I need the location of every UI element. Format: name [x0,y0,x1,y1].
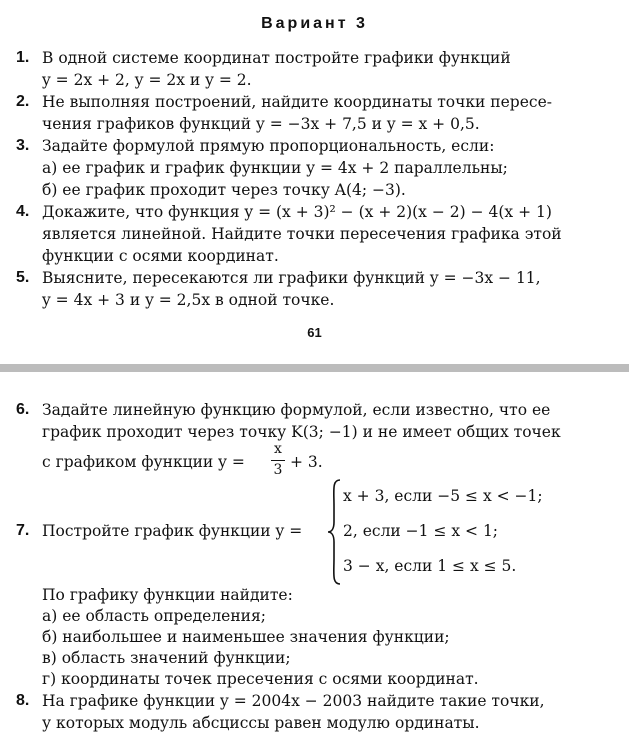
problem-1-line-1: В одной системе координат постройте графики функций [42,49,511,67]
fraction-numerator: x [274,441,282,457]
problem-2-line-2: чения графиков функций y = −3x + 7,5 и y = x + 0,5. [42,115,480,133]
fraction-bar [271,460,285,461]
problem-6-line-3: с графиком функции y = [42,453,245,471]
problem-3-line-2: а) ее график и график функции y = 4x + 2 параллельны; [42,159,508,177]
fraction-denominator: 3 [273,462,283,478]
page-number: 61 [307,325,322,340]
problem-5-line-2: y = 4x + 3 и y = 2,5x в одной точке. [42,291,335,309]
problem-4-line-2: является линейной. Найдите точки пересечения графика этой [42,225,562,243]
problem-1-number: 1. [16,49,30,66]
problem-8-number: 8. [16,692,30,709]
problem-8-line-1: На графике функции y = 2004x − 2003 найдите такие точки, [42,692,545,710]
problem-3-number: 3. [16,137,30,154]
problem-5-number: 5. [16,269,30,286]
problem-6-line-1: Задайте линейную функцию формулой, если известно, что ее [42,401,551,419]
problem-3-line-3: б) ее график проходит через точку A(4; −3). [42,181,406,199]
problem-7-line-3: б) наибольшее и наименьшее значения функции; [42,628,450,646]
piecewise-case-2: 2, если −1 ≤ x < 1; [343,522,499,540]
page-divider [0,364,629,372]
problem-7-line-2: а) ее область определения; [42,607,267,625]
problem-4-line-1: Докажите, что функция y = (x + 3)² − (x + 2)(x − 2) − 4(x + 1) [42,203,552,221]
problem-7-lead: Постройте график функции y = [42,522,303,540]
problem-6-tail: + 3. [290,453,323,471]
problem-7-line-1: По графику функции найдите: [42,586,293,604]
problem-4-number: 4. [16,203,30,220]
problem-7-line-4: в) область значений функции; [42,649,291,667]
piecewise-case-3: 3 − x, если 1 ≤ x ≤ 5. [343,557,517,575]
piecewise-case-1: x + 3, если −5 ≤ x < −1; [343,487,543,505]
problem-2-line-1: Не выполняя построений, найдите координаты точки пересе- [42,93,552,111]
problem-6-number: 6. [16,401,30,418]
problem-5-line-1: Выясните, пересекаются ли графики функций y = −3x − 11, [42,269,541,287]
problem-6-line-2: график проходит через точку K(3; −1) и не имеет общих точек [42,423,561,441]
problem-7-line-5: г) координаты точек пресечения с осями координат. [42,670,479,688]
problem-2-number: 2. [16,93,30,110]
variant-title: Вариант 3 [261,15,368,32]
problem-1-line-2: y = 2x + 2, y = 2x и y = 2. [42,71,252,89]
problem-7-number: 7. [16,522,30,539]
problem-8-line-2: у которых модуль абсциссы равен модулю ординаты. [42,714,480,732]
problem-4-line-3: функции с осями координат. [42,247,279,265]
problem-3-line-1: Задайте формулой прямую пропорциональность, если: [42,137,495,155]
piecewise-brace [326,478,344,586]
